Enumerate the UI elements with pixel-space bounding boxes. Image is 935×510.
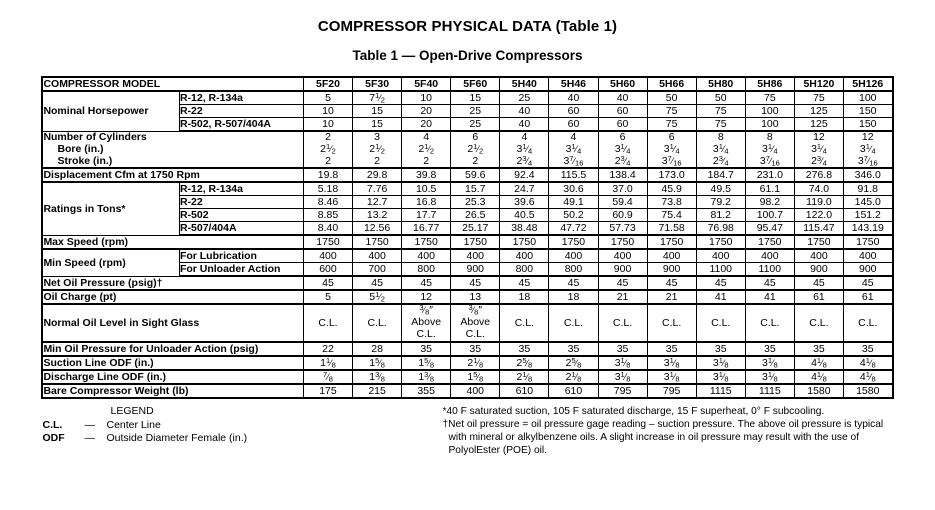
data-cell: 98.2 (745, 196, 794, 209)
row-label: Oil Charge (pt) (42, 290, 303, 304)
data-cell: 600 (303, 263, 352, 277)
data-cell: 40.5 (500, 209, 549, 222)
data-cell: 45 (843, 276, 892, 290)
data-cell: 45 (353, 276, 402, 290)
column-header-5h60: 5H60 (598, 77, 647, 91)
data-cell: 59.6 (451, 168, 500, 182)
data-cell: 35 (402, 342, 451, 356)
data-cell: 12.56 (353, 222, 402, 236)
data-cell: 7.76 (353, 182, 402, 196)
column-header-5f40: 5F40 (402, 77, 451, 91)
cell-cylinders-bore-stroke: 12 $3^1⁄_4$ $2^3⁄_4$ (794, 131, 843, 168)
data-cell: 8.40 (303, 222, 352, 236)
data-cell: 12 (402, 290, 451, 304)
data-cell: 45 (500, 276, 549, 290)
data-cell: 20 (402, 105, 451, 118)
data-cell: C.L. (745, 304, 794, 341)
data-cell: $3^1⁄_8$ (598, 356, 647, 370)
row-label: Bare Compressor Weight (lb) (42, 384, 303, 398)
table-subtitle: Table 1 — Open-Drive Compressors (352, 48, 583, 63)
data-cell: 100 (843, 91, 892, 105)
data-cell: 75 (745, 91, 794, 105)
data-cell: 45 (549, 276, 598, 290)
row-label: Suction Line ODF (in.) (42, 356, 303, 370)
table-row (42, 276, 892, 290)
row-sublabel: R-22 (179, 105, 303, 118)
data-cell: $4^1⁄_8$ (794, 356, 843, 370)
cell-cylinders-bore-stroke: 6 $2^1⁄_2$ 2 (451, 131, 500, 168)
data-cell: 215 (353, 384, 402, 398)
data-cell: 5 (303, 290, 352, 304)
data-cell: 1750 (353, 235, 402, 249)
data-cell: $4^1⁄_8$ (843, 370, 892, 384)
data-cell: 75 (794, 91, 843, 105)
data-cell: C.L. (794, 304, 843, 341)
data-cell: 17.7 (402, 209, 451, 222)
data-cell: 50.2 (549, 209, 598, 222)
cell-cylinders-bore-stroke: 6 $3^1⁄_4$ $3^7⁄_{16}$ (647, 131, 696, 168)
data-cell: 175 (303, 384, 352, 398)
table-footer (43, 405, 893, 458)
cell-cylinders-bore-stroke: 6 $3^1⁄_4$ $2^3⁄_4$ (598, 131, 647, 168)
data-cell: 1750 (500, 235, 549, 249)
data-cell: 150 (843, 118, 892, 132)
data-cell: 400 (451, 384, 500, 398)
data-cell: 71.58 (647, 222, 696, 236)
data-cell: 151.2 (843, 209, 892, 222)
data-cell: 74.0 (794, 182, 843, 196)
data-cell: 41 (696, 290, 745, 304)
row-label: Discharge Line ODF (in.) (42, 370, 303, 384)
data-cell: 13.2 (353, 209, 402, 222)
cell-cylinders-bore-stroke: 12 $3^1⁄_4$ $3^7⁄_{16}$ (843, 131, 892, 168)
data-cell: 10 (303, 118, 352, 132)
cell-cylinders-bore-stroke: 4 $3^1⁄_4$ $3^7⁄_{16}$ (549, 131, 598, 168)
data-cell: $4^1⁄_8$ (794, 370, 843, 384)
data-cell: $5^1⁄_2$ (353, 290, 402, 304)
table-row (42, 384, 892, 398)
data-cell: 49.1 (549, 196, 598, 209)
data-cell: 61 (794, 290, 843, 304)
data-cell: 20 (402, 118, 451, 132)
data-cell: 50 (696, 91, 745, 105)
data-cell: $1^5⁄_8$ (451, 370, 500, 384)
data-cell: 35 (598, 342, 647, 356)
row-label: Ratings in Tons* (42, 182, 179, 235)
data-cell: 39.6 (500, 196, 549, 209)
data-cell: $^7⁄_8$ (303, 370, 352, 384)
data-cell: 119.0 (794, 196, 843, 209)
cell-cylinders-bore-stroke: 8 $3^1⁄_4$ $3^7⁄_{16}$ (745, 131, 794, 168)
cell-cylinders-bore-stroke: 4 $2^1⁄_2$ 2 (402, 131, 451, 168)
data-cell: 45 (696, 276, 745, 290)
data-cell: 1750 (303, 235, 352, 249)
data-cell: 73.8 (647, 196, 696, 209)
data-cell: 100.7 (745, 209, 794, 222)
legend-key: C.L. (42, 418, 63, 431)
footnotes-block (443, 405, 893, 458)
data-cell: 15.7 (451, 182, 500, 196)
row-label: Displacement Cfm at 1750 Rpm (42, 168, 303, 182)
cell-cylinders-bore-stroke: 2 $2^1⁄_2$ 2 (303, 131, 352, 168)
data-cell: 25 (451, 105, 500, 118)
data-cell: 13 (451, 290, 500, 304)
data-cell: 184.7 (696, 168, 745, 182)
data-cell: 38.48 (500, 222, 549, 236)
table-row (42, 235, 892, 249)
row-label: Nominal Horsepower (42, 91, 179, 131)
page-title: COMPRESSOR PHYSICAL DATA (Table 1) (317, 18, 618, 35)
data-cell: 28 (353, 342, 402, 356)
data-cell: 25 (500, 91, 549, 105)
data-cell: 37.0 (598, 182, 647, 196)
data-cell: 39.8 (402, 168, 451, 182)
data-cell: 150 (843, 105, 892, 118)
data-cell: 35 (549, 342, 598, 356)
data-cell: 21 (598, 290, 647, 304)
data-cell: 16.8 (402, 196, 451, 209)
data-cell: 15 (353, 118, 402, 132)
data-cell: 18 (500, 290, 549, 304)
cell-cylinders-bore-stroke: 8 $3^1⁄_4$ $2^3⁄_4$ (696, 131, 745, 168)
data-cell: $2^1⁄_8$ (451, 356, 500, 370)
table-row (42, 249, 892, 263)
data-cell: 45 (745, 276, 794, 290)
data-cell: $3^1⁄_8$ (745, 370, 794, 384)
data-cell: 41 (745, 290, 794, 304)
column-header-model: COMPRESSOR MODEL (42, 77, 303, 91)
data-cell: C.L. (696, 304, 745, 341)
data-cell: 40 (500, 118, 549, 132)
data-cell: 900 (598, 263, 647, 277)
row-label: Min Oil Pressure for Unloader Action (psig) (42, 342, 303, 356)
row-sublabel: R-502, R-507/404A (179, 118, 303, 132)
data-cell: 45 (598, 276, 647, 290)
row-label: Net Oil Pressure (psig)† (42, 276, 303, 290)
data-cell: 125 (794, 118, 843, 132)
column-header-5f20: 5F20 (303, 77, 352, 91)
data-cell: $1^5⁄_8$ (402, 356, 451, 370)
data-cell: 400 (794, 249, 843, 263)
data-cell: 122.0 (794, 209, 843, 222)
data-cell: 92.4 (500, 168, 549, 182)
data-cell: 400 (402, 249, 451, 263)
data-cell: C.L. (303, 304, 352, 341)
table-row (42, 182, 892, 196)
column-header-5h40: 5H40 (500, 77, 549, 91)
data-cell: 35 (794, 342, 843, 356)
data-cell: 76.98 (696, 222, 745, 236)
table-row (42, 370, 892, 384)
row-sublabel: R-12, R-134a (179, 91, 303, 105)
page-root (0, 18, 935, 510)
data-cell: 60 (598, 118, 647, 132)
data-cell: 400 (303, 249, 352, 263)
data-cell: 10.5 (402, 182, 451, 196)
data-cell: 231.0 (745, 168, 794, 182)
data-cell: 800 (549, 263, 598, 277)
legend-dash: — (84, 418, 95, 431)
data-cell: $^3⁄_8''$ Above C.L. (402, 304, 451, 341)
data-cell: 21 (647, 290, 696, 304)
data-cell: $3^1⁄_8$ (696, 370, 745, 384)
data-cell: $3^1⁄_8$ (745, 356, 794, 370)
data-cell: 10 (303, 105, 352, 118)
legend-dash: — (84, 431, 95, 444)
data-cell: 1115 (745, 384, 794, 398)
data-cell: 900 (843, 263, 892, 277)
row-label: Max Speed (rpm) (42, 235, 303, 249)
data-cell: 45 (647, 276, 696, 290)
data-cell: 5 (303, 91, 352, 105)
data-cell: 24.7 (500, 182, 549, 196)
data-cell: 276.8 (794, 168, 843, 182)
compressor-physical-data-table (41, 76, 893, 399)
data-cell: 22 (303, 342, 352, 356)
data-cell: 12.7 (353, 196, 402, 209)
data-cell: 400 (598, 249, 647, 263)
data-cell: 75 (696, 105, 745, 118)
data-cell: 91.8 (843, 182, 892, 196)
data-cell: 700 (353, 263, 402, 277)
data-cell: 1115 (696, 384, 745, 398)
data-cell: 400 (647, 249, 696, 263)
data-cell: 59.4 (598, 196, 647, 209)
data-cell: 795 (598, 384, 647, 398)
table-row (42, 356, 892, 370)
data-cell: 45 (303, 276, 352, 290)
data-cell: 95.47 (745, 222, 794, 236)
data-cell: 400 (696, 249, 745, 263)
data-cell: 400 (549, 249, 598, 263)
data-cell: 60 (549, 105, 598, 118)
data-cell: 25 (451, 118, 500, 132)
data-cell: 19.8 (303, 168, 352, 182)
column-header-5h66: 5H66 (647, 77, 696, 91)
data-cell: 49.5 (696, 182, 745, 196)
data-cell: 138.4 (598, 168, 647, 182)
data-cell: 16.77 (402, 222, 451, 236)
data-cell: $3^1⁄_8$ (647, 370, 696, 384)
data-cell: 1750 (696, 235, 745, 249)
data-cell: 900 (794, 263, 843, 277)
data-cell: 800 (402, 263, 451, 277)
data-cell: 8.46 (303, 196, 352, 209)
data-cell: 115.5 (549, 168, 598, 182)
data-cell: 610 (500, 384, 549, 398)
data-cell: 400 (745, 249, 794, 263)
data-cell: 1750 (402, 235, 451, 249)
data-cell: 1750 (451, 235, 500, 249)
data-cell: 400 (451, 249, 500, 263)
data-cell: $3^1⁄_8$ (647, 356, 696, 370)
data-cell: C.L. (353, 304, 402, 341)
data-cell: 26.5 (451, 209, 500, 222)
data-cell: 173.0 (647, 168, 696, 182)
legend-block (43, 405, 373, 445)
data-cell: 1100 (696, 263, 745, 277)
row-label-number-of-cylinders: Number of Cylinders Bore (in.) Stroke (in.) (42, 131, 303, 168)
legend-key: ODF (42, 431, 65, 444)
data-cell: $1^3⁄_8$ (402, 370, 451, 384)
data-cell: 60 (598, 105, 647, 118)
row-label: Normal Oil Level in Sight Glass (42, 304, 303, 341)
data-cell: 1580 (843, 384, 892, 398)
data-cell: 81.2 (696, 209, 745, 222)
data-cell: 79.2 (696, 196, 745, 209)
column-header-5h80: 5H80 (696, 77, 745, 91)
data-cell: 400 (500, 249, 549, 263)
data-cell: 75.4 (647, 209, 696, 222)
data-cell: 15 (451, 91, 500, 105)
data-cell: 400 (843, 249, 892, 263)
data-cell: 355 (402, 384, 451, 398)
data-cell: 10 (402, 91, 451, 105)
data-cell: $4^1⁄_8$ (843, 356, 892, 370)
data-cell: 57.73 (598, 222, 647, 236)
data-cell: $^3⁄_8''$ Above C.L. (451, 304, 500, 341)
column-header-5h46: 5H46 (549, 77, 598, 91)
data-cell: 25.17 (451, 222, 500, 236)
data-cell: 50 (647, 91, 696, 105)
column-header-5h120: 5H120 (794, 77, 843, 91)
data-cell: C.L. (647, 304, 696, 341)
data-cell: 40 (549, 91, 598, 105)
data-cell: 100 (745, 118, 794, 132)
row-sublabel: For Lubrication (179, 249, 303, 263)
table-row (42, 168, 892, 182)
data-cell: 47.72 (549, 222, 598, 236)
data-cell: 25.3 (451, 196, 500, 209)
data-cell: 5.18 (303, 182, 352, 196)
data-cell: 35 (745, 342, 794, 356)
data-cell: C.L. (843, 304, 892, 341)
row-sublabel: R-502 (179, 209, 303, 222)
data-cell: 346.0 (843, 168, 892, 182)
legend-item (43, 419, 373, 432)
cell-cylinders-bore-stroke: 3 $2^1⁄_2$ 2 (353, 131, 402, 168)
row-sublabel: R-22 (179, 196, 303, 209)
data-cell: $3^1⁄_8$ (696, 356, 745, 370)
data-cell: 35 (647, 342, 696, 356)
data-cell: 610 (549, 384, 598, 398)
data-cell: 1750 (843, 235, 892, 249)
data-cell: 60 (549, 118, 598, 132)
data-cell: 1750 (549, 235, 598, 249)
data-cell: 1100 (745, 263, 794, 277)
data-cell: 900 (451, 263, 500, 277)
data-cell: 29.8 (353, 168, 402, 182)
table-row (42, 342, 892, 356)
data-cell: 35 (500, 342, 549, 356)
data-cell: $1^3⁄_8$ (353, 370, 402, 384)
data-cell: 45 (451, 276, 500, 290)
data-cell: 143.19 (843, 222, 892, 236)
legend-value: Outside Diameter Female (in.) (106, 431, 248, 444)
data-cell: 1750 (794, 235, 843, 249)
table-row (42, 304, 892, 341)
column-header-5h126: 5H126 (843, 77, 892, 91)
data-cell: 100 (745, 105, 794, 118)
data-cell: 30.6 (549, 182, 598, 196)
data-cell: $1^5⁄_8$ (353, 356, 402, 370)
data-cell: 45 (402, 276, 451, 290)
data-cell: 1580 (794, 384, 843, 398)
table-row (42, 91, 892, 105)
table-header-row (42, 77, 892, 91)
row-sublabel: For Unloader Action (179, 263, 303, 277)
data-cell: 8.85 (303, 209, 352, 222)
data-cell: C.L. (500, 304, 549, 341)
legend-item (43, 432, 373, 445)
data-cell: C.L. (598, 304, 647, 341)
footnote-dagger: †Net oil pressure = oil pressure gage reading – suction pressure. The above oil pressure is typical with mineral or alkylbenzene oils. A slight increase in oil pressure may result with the use of PolyolEster (POE) oil. (442, 418, 884, 457)
column-header-5h86: 5H86 (745, 77, 794, 91)
footnote-asterisk: *40 F saturated suction, 105 F saturated discharge, 15 F superheat, 0° F subcooling. (442, 405, 825, 417)
data-cell: 125 (794, 105, 843, 118)
data-cell: 45.9 (647, 182, 696, 196)
cell-cylinders-bore-stroke: 4 $3^1⁄_4$ $2^3⁄_4$ (500, 131, 549, 168)
data-cell: 795 (647, 384, 696, 398)
data-cell: 60.9 (598, 209, 647, 222)
row-label: Min Speed (rpm) (42, 249, 179, 276)
data-cell: 35 (451, 342, 500, 356)
data-cell: $1^1⁄_8$ (303, 356, 352, 370)
data-cell: 1750 (745, 235, 794, 249)
row-sublabel: R-507/404A (179, 222, 303, 236)
data-cell: 1750 (647, 235, 696, 249)
data-cell: 35 (696, 342, 745, 356)
data-cell: $7^1⁄_2$ (353, 91, 402, 105)
data-cell: 18 (549, 290, 598, 304)
data-cell: $2^5⁄_8$ (549, 356, 598, 370)
data-cell: 40 (598, 91, 647, 105)
data-cell: 75 (647, 118, 696, 132)
data-cell: 900 (647, 263, 696, 277)
data-cell: 115.47 (794, 222, 843, 236)
column-header-5f60: 5F60 (451, 77, 500, 91)
data-cell: 75 (647, 105, 696, 118)
data-cell: 75 (696, 118, 745, 132)
legend-value: Center Line (106, 418, 161, 431)
table-row (42, 131, 892, 168)
data-cell: 61 (843, 290, 892, 304)
data-cell: $3^1⁄_8$ (598, 370, 647, 384)
data-cell: $2^1⁄_8$ (500, 370, 549, 384)
data-cell: 40 (500, 105, 549, 118)
data-cell: 45 (794, 276, 843, 290)
data-cell: 15 (353, 105, 402, 118)
data-cell: C.L. (549, 304, 598, 341)
legend-title: LEGEND (110, 404, 154, 417)
data-cell: 800 (500, 263, 549, 277)
data-cell: 145.0 (843, 196, 892, 209)
data-cell: $2^1⁄_8$ (549, 370, 598, 384)
row-sublabel: R-12, R-134a (179, 182, 303, 196)
data-cell: $2^5⁄_8$ (500, 356, 549, 370)
column-header-5f30: 5F30 (353, 77, 402, 91)
data-cell: 400 (353, 249, 402, 263)
data-cell: 1750 (598, 235, 647, 249)
data-cell: 61.1 (745, 182, 794, 196)
data-cell: 35 (843, 342, 892, 356)
